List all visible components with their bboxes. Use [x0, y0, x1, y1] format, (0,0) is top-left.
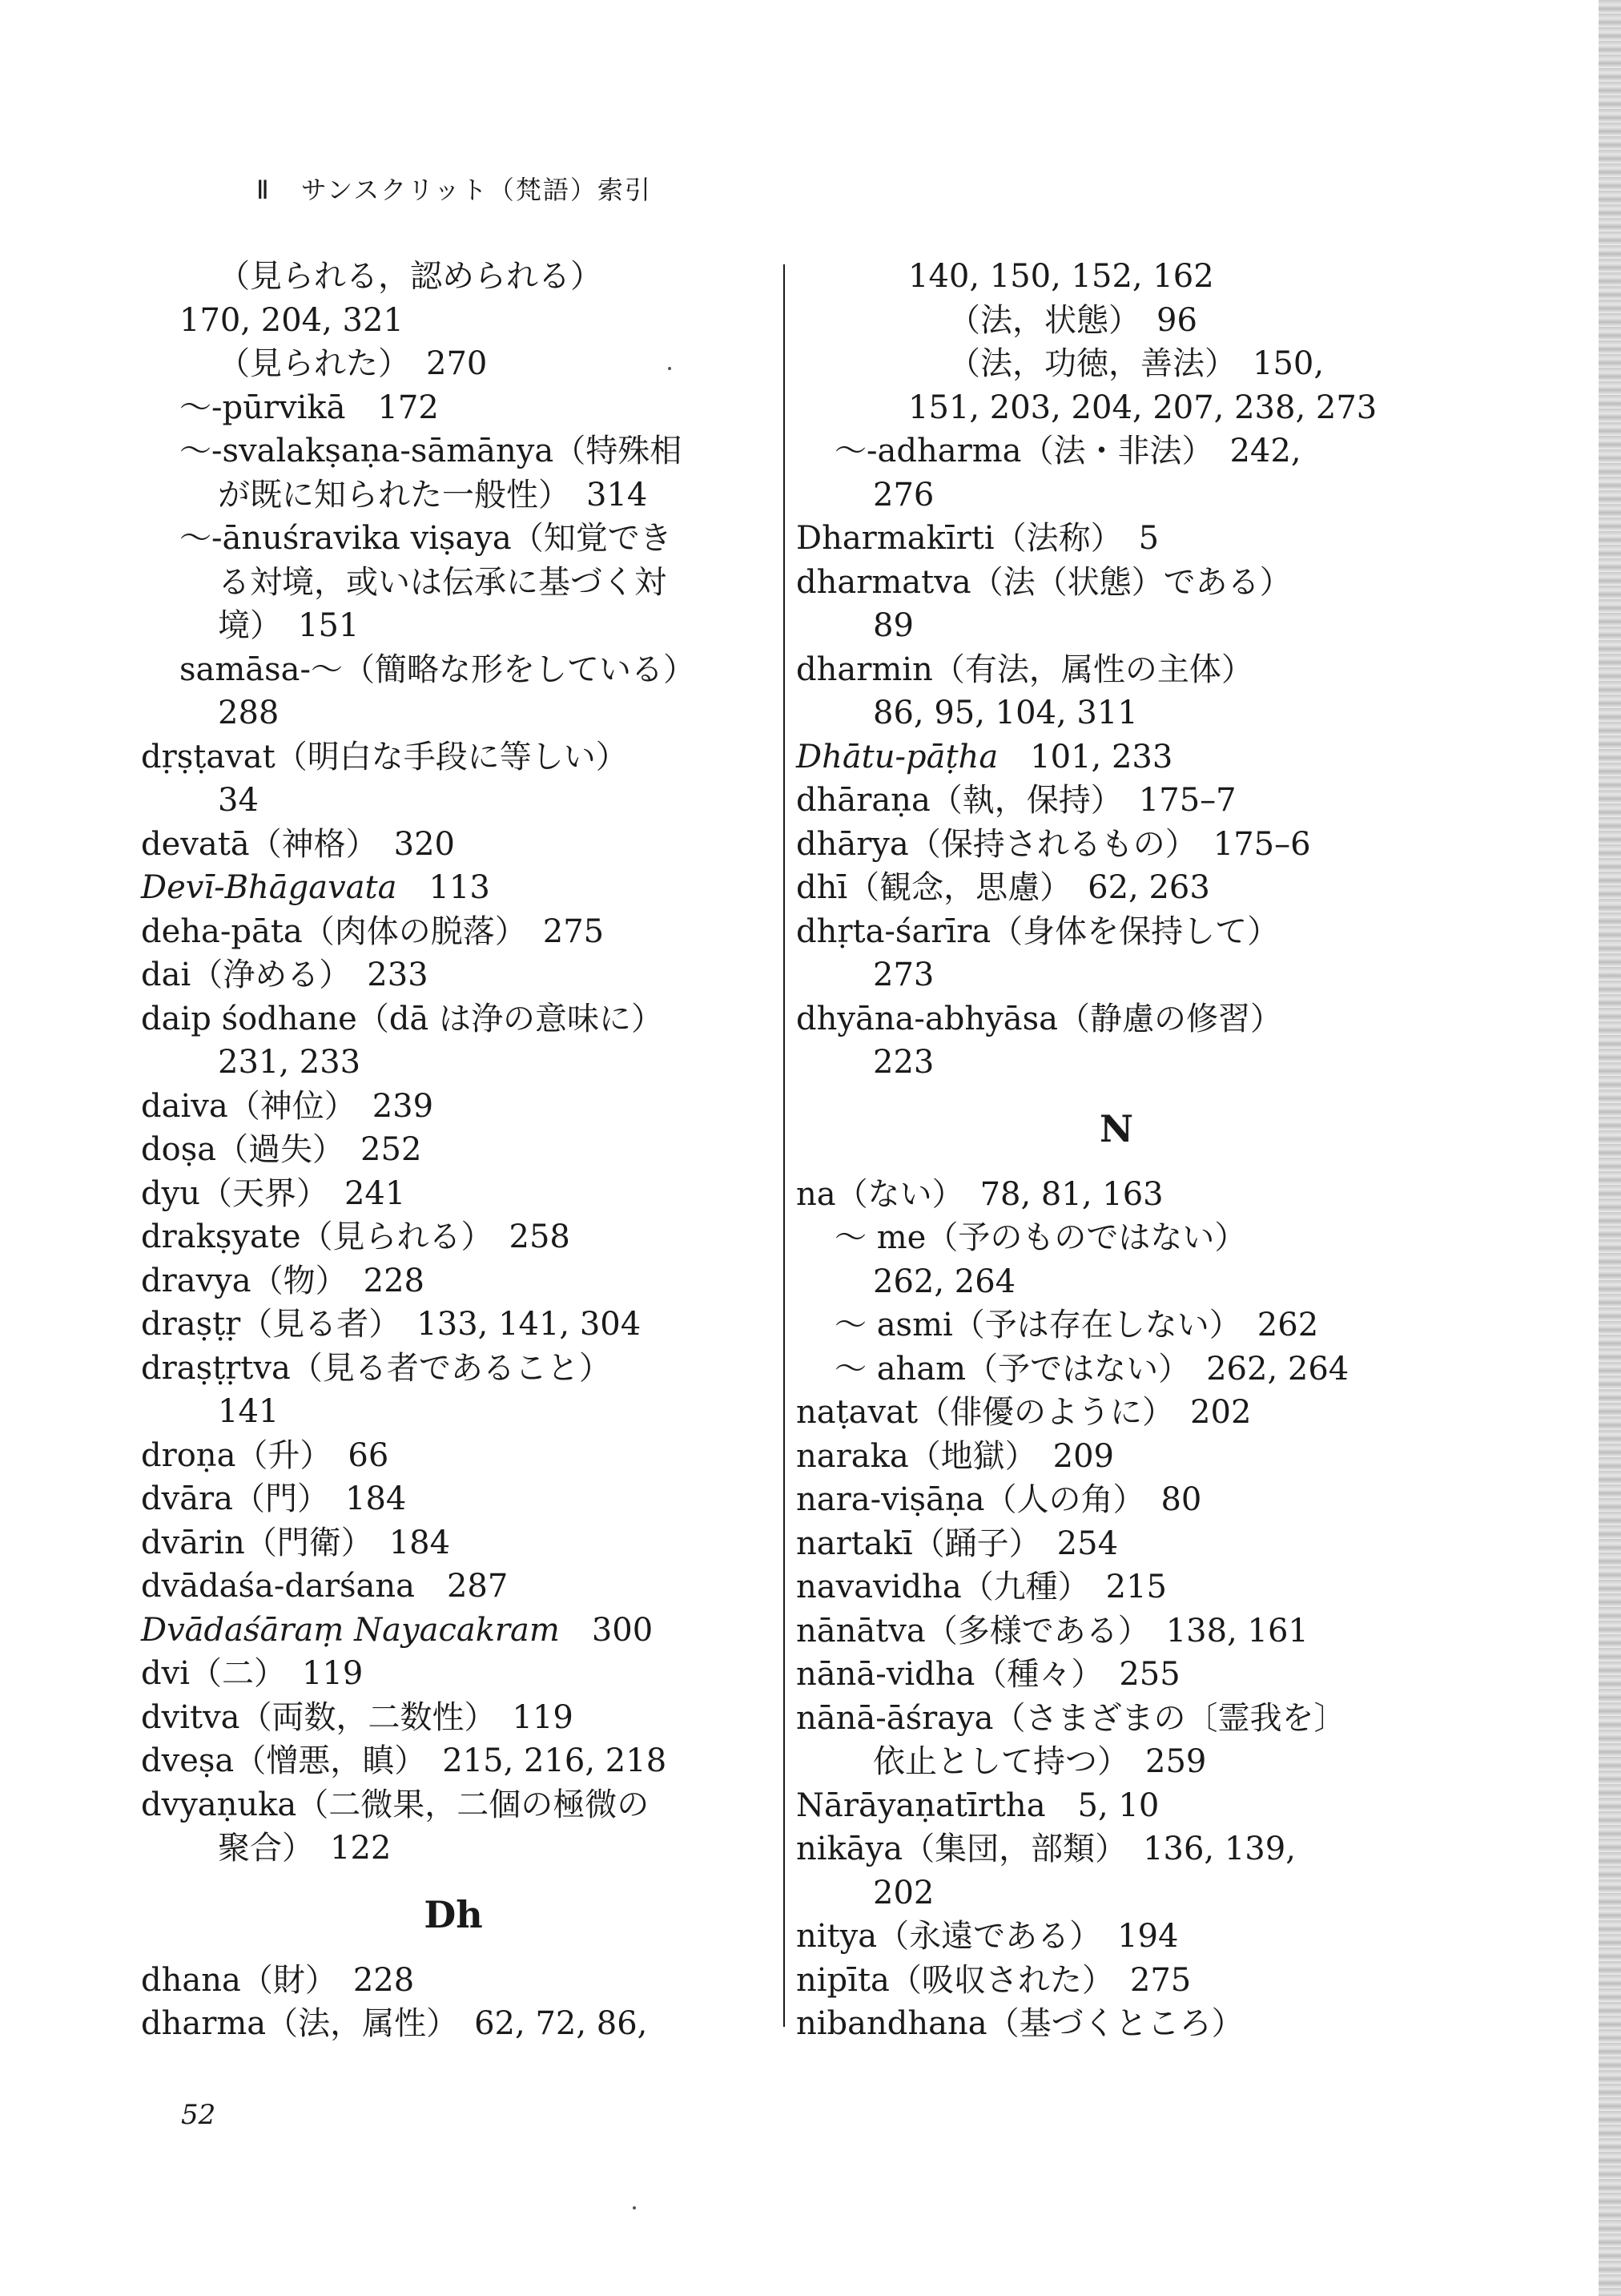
running-header — [216, 170, 652, 207]
index-entry — [796, 648, 1437, 692]
entry-text: 依止として持つ） 259 — [873, 1743, 1207, 1780]
entry-text: （法，功徳，善法） 150, — [948, 345, 1325, 382]
index-entry — [141, 604, 766, 648]
index-entry — [141, 1347, 766, 1391]
entry-text: nartakī（踊子） 254 — [796, 1525, 1119, 1562]
italic-title: Devī-Bhāgavata — [141, 869, 397, 906]
entry-text: deha-pāta（肉体の脱落） 275 — [141, 912, 605, 950]
entry-text: 151, 203, 204, 207, 238, 273 — [908, 389, 1378, 426]
entry-text: dhāraṇa（執，保持） 175–7 — [796, 782, 1237, 819]
index-entry — [141, 997, 766, 1041]
index-entry — [796, 1041, 1437, 1085]
entry-text: dvādaśa-darśana 287 — [141, 1568, 509, 1605]
index-entry — [796, 1653, 1437, 1697]
entry-text: 86, 95, 104, 311 — [873, 695, 1138, 731]
index-entry — [796, 1391, 1437, 1435]
index-entry — [796, 473, 1437, 518]
entry-text: 170, 204, 321 — [179, 301, 404, 339]
entry-text: droṇa（升） 66 — [141, 1436, 389, 1474]
entry-text: 223 — [873, 1044, 935, 1081]
entry-text: 202 — [873, 1874, 935, 1911]
entry-text: dvāra（門） 184 — [141, 1480, 407, 1517]
entry-text: 276 — [873, 476, 935, 514]
index-entry — [796, 997, 1437, 1041]
index-entry — [796, 910, 1437, 954]
entry-text: 〜-pūrvikā 172 — [179, 389, 439, 426]
section-number: Ⅱ — [256, 175, 271, 204]
index-entry — [141, 953, 766, 997]
entry-text: dharmin（有法，属性の主体） — [796, 651, 1253, 688]
index-entry — [141, 1609, 766, 1653]
entry-text: 聚合） 122 — [218, 1830, 392, 1867]
index-entry — [141, 691, 766, 735]
entry-text: dhṛta-śarīra（身体を保持して） — [796, 912, 1280, 950]
index-entry — [141, 517, 766, 561]
index-column-right — [796, 255, 1437, 2046]
index-entry — [796, 823, 1437, 867]
entry-text: （法，状態） 96 — [948, 301, 1197, 339]
entry-text: が既に知られた一般性） 314 — [218, 476, 648, 514]
entry-text: dhana（財） 228 — [141, 1961, 415, 1999]
entry-text: 231, 233 — [218, 1044, 361, 1081]
index-entry — [141, 1565, 766, 1609]
index-entry — [796, 1871, 1437, 1915]
entry-text: nānātva（多様である） 138, 161 — [796, 1612, 1309, 1649]
column-divider — [783, 264, 785, 2027]
entry-text: nipīta（吸収された） 275 — [796, 1961, 1192, 1999]
index-entry — [796, 1609, 1437, 1654]
entry-text: （見られる，認められる） — [218, 258, 602, 295]
entry-text: 262, 264 — [873, 1263, 1016, 1300]
entry-text: naṭavat（俳優のように） 202 — [796, 1394, 1252, 1431]
entry-text: dvārin（門衛） 184 — [141, 1524, 451, 1561]
entry-text: 34 — [218, 782, 259, 819]
entry-text: nānā-āśraya（さまざまの〔霊我を〕 — [796, 1699, 1346, 1737]
index-entry — [141, 779, 766, 823]
index-entry — [141, 429, 766, 473]
entry-text: 〜 me（予のものではない） — [835, 1219, 1247, 1256]
index-entry — [796, 1435, 1437, 1479]
index-entry — [141, 1521, 766, 1565]
index-entry — [796, 779, 1437, 823]
entry-text: draṣṭṛ（見る者） 133, 141, 304 — [141, 1306, 642, 1343]
index-entry — [141, 823, 766, 867]
index-entry — [141, 561, 766, 605]
index-entry — [141, 1696, 766, 1740]
index-entry — [796, 604, 1437, 648]
index-entry — [796, 1565, 1437, 1609]
index-entry — [141, 1477, 766, 1521]
entry-text: nānā-vidha（種々） 255 — [796, 1656, 1181, 1693]
entry-text: Dharmakīrti（法称） 5 — [796, 520, 1160, 557]
index-column-left — [141, 255, 766, 2046]
entry-text: 89 — [873, 607, 914, 644]
index-entry — [796, 386, 1437, 430]
index-entry — [141, 1172, 766, 1216]
index-entry — [141, 910, 766, 954]
index-entry — [141, 386, 766, 430]
entry-text: doṣa（過失） 252 — [141, 1131, 422, 1168]
entry-text: 273 — [873, 957, 935, 993]
index-entry — [796, 342, 1437, 386]
index-entry — [141, 1959, 766, 2003]
entry-text: （見られた） 270 — [218, 345, 488, 382]
index-entry — [796, 561, 1437, 605]
entry-text: draṣṭṛtva（見る者であること） — [141, 1349, 611, 1387]
entry-text: 140, 150, 152, 162 — [908, 258, 1214, 295]
section-title: サンスクリット（梵語）索引 — [300, 175, 652, 205]
index-entry — [141, 1085, 766, 1129]
entry-text: dyu（天界） 241 — [141, 1174, 406, 1212]
index-entry — [141, 866, 766, 910]
index-entry — [141, 342, 766, 386]
index-entry — [141, 735, 766, 779]
index-entry — [141, 299, 766, 343]
index-entry — [141, 1827, 766, 1871]
entry-text: dai（浄める） 233 — [141, 957, 428, 993]
entry-text: 101, 233 — [998, 738, 1173, 775]
entry-text: nara-viṣāṇa（人の角） 80 — [796, 1481, 1202, 1518]
entry-text: 〜-adharma（法・非法） 242, — [835, 433, 1301, 469]
entry-text: na（ない） 78, 81, 163 — [796, 1175, 1164, 1213]
index-entry — [796, 1522, 1437, 1566]
entry-text: 288 — [218, 695, 280, 731]
index-entry — [796, 255, 1437, 299]
entry-text: 〜 asmi（予は存在しない） 262 — [835, 1307, 1319, 1343]
page-number: 52 — [181, 2099, 216, 2131]
entry-text: dveṣa（憎悪，瞋） 215, 216, 218 — [141, 1742, 667, 1779]
scanned-page-edge — [1599, 0, 1621, 2296]
entry-text: dravya（物） 228 — [141, 1262, 424, 1299]
entry-text: 113 — [396, 869, 490, 906]
index-entry — [141, 1215, 766, 1259]
entry-text: dhyāna-abhyāsa（静慮の修習） — [796, 1000, 1282, 1037]
entry-text: dṛṣṭavat（明白な手段に等しい） — [141, 738, 628, 775]
index-entry — [141, 1783, 766, 1827]
index-entry — [796, 429, 1437, 473]
entry-text: Nārāyaṇatīrtha 5, 10 — [796, 1786, 1160, 1824]
entry-text: daiva（神位） 239 — [141, 1087, 434, 1125]
index-entry — [796, 691, 1437, 735]
entry-text: dharmatva（法（状態）である） — [796, 563, 1292, 601]
index-entry — [141, 1303, 766, 1347]
index-entry — [796, 1740, 1437, 1784]
entry-text: naraka（地獄） 209 — [796, 1437, 1115, 1475]
index-entry — [796, 1303, 1437, 1347]
index-entry — [796, 1260, 1437, 1304]
entry-text: dvyaṇuka（二微果，二個の極微の — [141, 1786, 650, 1823]
entry-text: 300 — [559, 1611, 654, 1649]
entry-text: dvitva（両数，二数性） 119 — [141, 1698, 573, 1736]
index-entry — [796, 1959, 1437, 2003]
entry-text: 〜 aham（予ではない） 262, 264 — [835, 1350, 1349, 1388]
index-entry — [796, 517, 1437, 561]
section-heading: N — [1099, 1106, 1134, 1150]
index-entry — [141, 1652, 766, 1696]
italic-title: Dvādaśāraṃ Nayacakram — [141, 1611, 560, 1649]
speck — [668, 367, 671, 370]
entry-text: drakṣyate（見られる） 258 — [141, 1218, 570, 1255]
index-entry — [141, 473, 766, 518]
index-entry — [141, 648, 766, 692]
index-entry — [796, 1915, 1437, 1959]
entry-text: 141 — [218, 1393, 280, 1430]
index-entry — [796, 1347, 1437, 1392]
index-entry — [796, 953, 1437, 997]
entry-text: nitya（永遠である） 194 — [796, 1918, 1179, 1955]
entry-text: dhārya（保持されるもの） 175–6 — [796, 825, 1311, 863]
index-entry — [796, 1173, 1437, 1217]
entry-text: samāsa-〜（簡略な形をしている） — [179, 651, 696, 688]
entry-text: 境） 151 — [218, 607, 360, 644]
index-entry — [796, 299, 1437, 343]
index-entry — [796, 735, 1437, 779]
entry-text: dharma（法，属性） 62, 72, 86, — [141, 2005, 648, 2042]
entry-text: dhī（観念，思慮） 62, 263 — [796, 869, 1210, 906]
index-entry — [141, 2002, 766, 2046]
entry-text: dvi（二） 119 — [141, 1655, 364, 1692]
entry-text: る対境，或いは伝承に基づく対 — [218, 563, 666, 601]
index-entry — [796, 2002, 1437, 2046]
index-entry — [141, 255, 766, 299]
index-entry — [796, 1784, 1437, 1828]
entry-text: devatā（神格） 320 — [141, 825, 455, 863]
index-entry — [141, 1390, 766, 1434]
entry-text: 〜-ānuśravika viṣaya（知覚でき — [179, 520, 672, 557]
index-entry — [796, 1216, 1437, 1260]
index-entry — [141, 1259, 766, 1303]
index-entry — [141, 1434, 766, 1478]
entry-text: 〜-svalakṣaṇa-sāmānya（特殊相 — [179, 433, 682, 469]
index-entry — [796, 866, 1437, 910]
entry-text: nikāya（集団，部類） 136, 139, — [796, 1831, 1296, 1867]
index-entry — [141, 1128, 766, 1172]
index-entry — [141, 1041, 766, 1085]
index-entry — [796, 1827, 1437, 1871]
section-heading: Dh — [424, 1892, 483, 1936]
index-entry — [796, 1697, 1437, 1741]
speck — [633, 2206, 636, 2209]
index-entry — [141, 1739, 766, 1783]
entry-text: nibandhana（基づくところ） — [796, 2005, 1244, 2042]
entry-text: navavidha（九種） 215 — [796, 1569, 1168, 1605]
entry-text: daip śodhane（dā は浄の意味に） — [141, 1000, 663, 1037]
index-entry — [796, 1478, 1437, 1522]
italic-title: Dhātu-pāṭha — [796, 738, 999, 775]
